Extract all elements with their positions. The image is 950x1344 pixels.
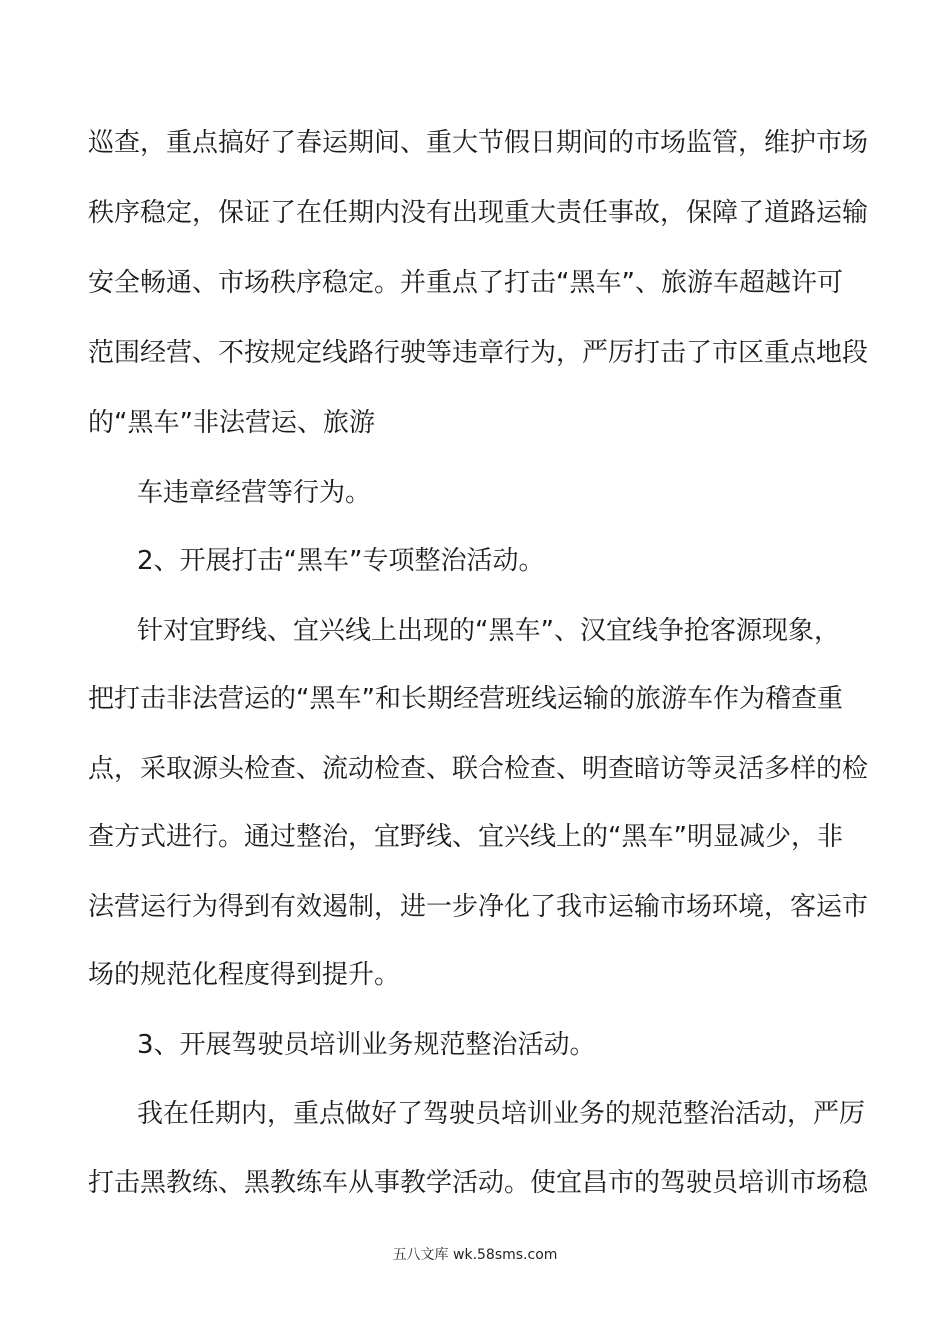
text-line: 把打击非法营运的“黑车”和长期经营班线运输的旅游车作为稽查重 (88, 684, 843, 714)
text-line: 查方式进行。通过整治，宜野线、宜兴线上的“黑车”明显减少，非 (88, 822, 843, 852)
text-line: 打击黑教练、黑教练车从事教学活动。使宜昌市的驾驶员培训市场稳 (88, 1168, 869, 1198)
text-line: 的“黑车”非法营运、旅游 (88, 408, 375, 438)
text-line: 车违章经营等行为。 (137, 478, 372, 508)
text-line: 范围经营、不按规定线路行驶等违章行为，严厉打击了市区重点地段 (88, 338, 869, 368)
text-line: 安全畅通、市场秩序稳定。并重点了打击“黑车”、旅游车超越许可 (88, 268, 843, 298)
text-line: 场的规范化程度得到提升。 (88, 960, 401, 990)
section-heading: 2、开展打击“黑车”专项整治活动。 (137, 546, 545, 576)
paragraph-first-line: 针对宜野线、宜兴线上出现的“黑车”、汉宜线争抢客源现象， (137, 616, 840, 646)
text-line: 巡查，重点搞好了春运期间、重大节假日期间的市场监管，维护市场 (88, 128, 869, 158)
text-line: 点，采取源头检查、流动检查、联合检查、明查暗访等灵活多样的检 (88, 754, 869, 784)
paragraph-first-line: 我在任期内，重点做好了驾驶员培训业务的规范整治活动，严厉 (137, 1099, 866, 1129)
text-line: 法营运行为得到有效遏制，进一步净化了我市运输市场环境，客运市 (88, 892, 869, 922)
section-heading: 3、开展驾驶员培训业务规范整治活动。 (137, 1030, 596, 1060)
footer-watermark: 五八文库 wk.58sms.com (392, 1247, 558, 1263)
text-line: 秩序稳定，保证了在任期内没有出现重大责任事故，保障了道路运输 (88, 198, 869, 228)
